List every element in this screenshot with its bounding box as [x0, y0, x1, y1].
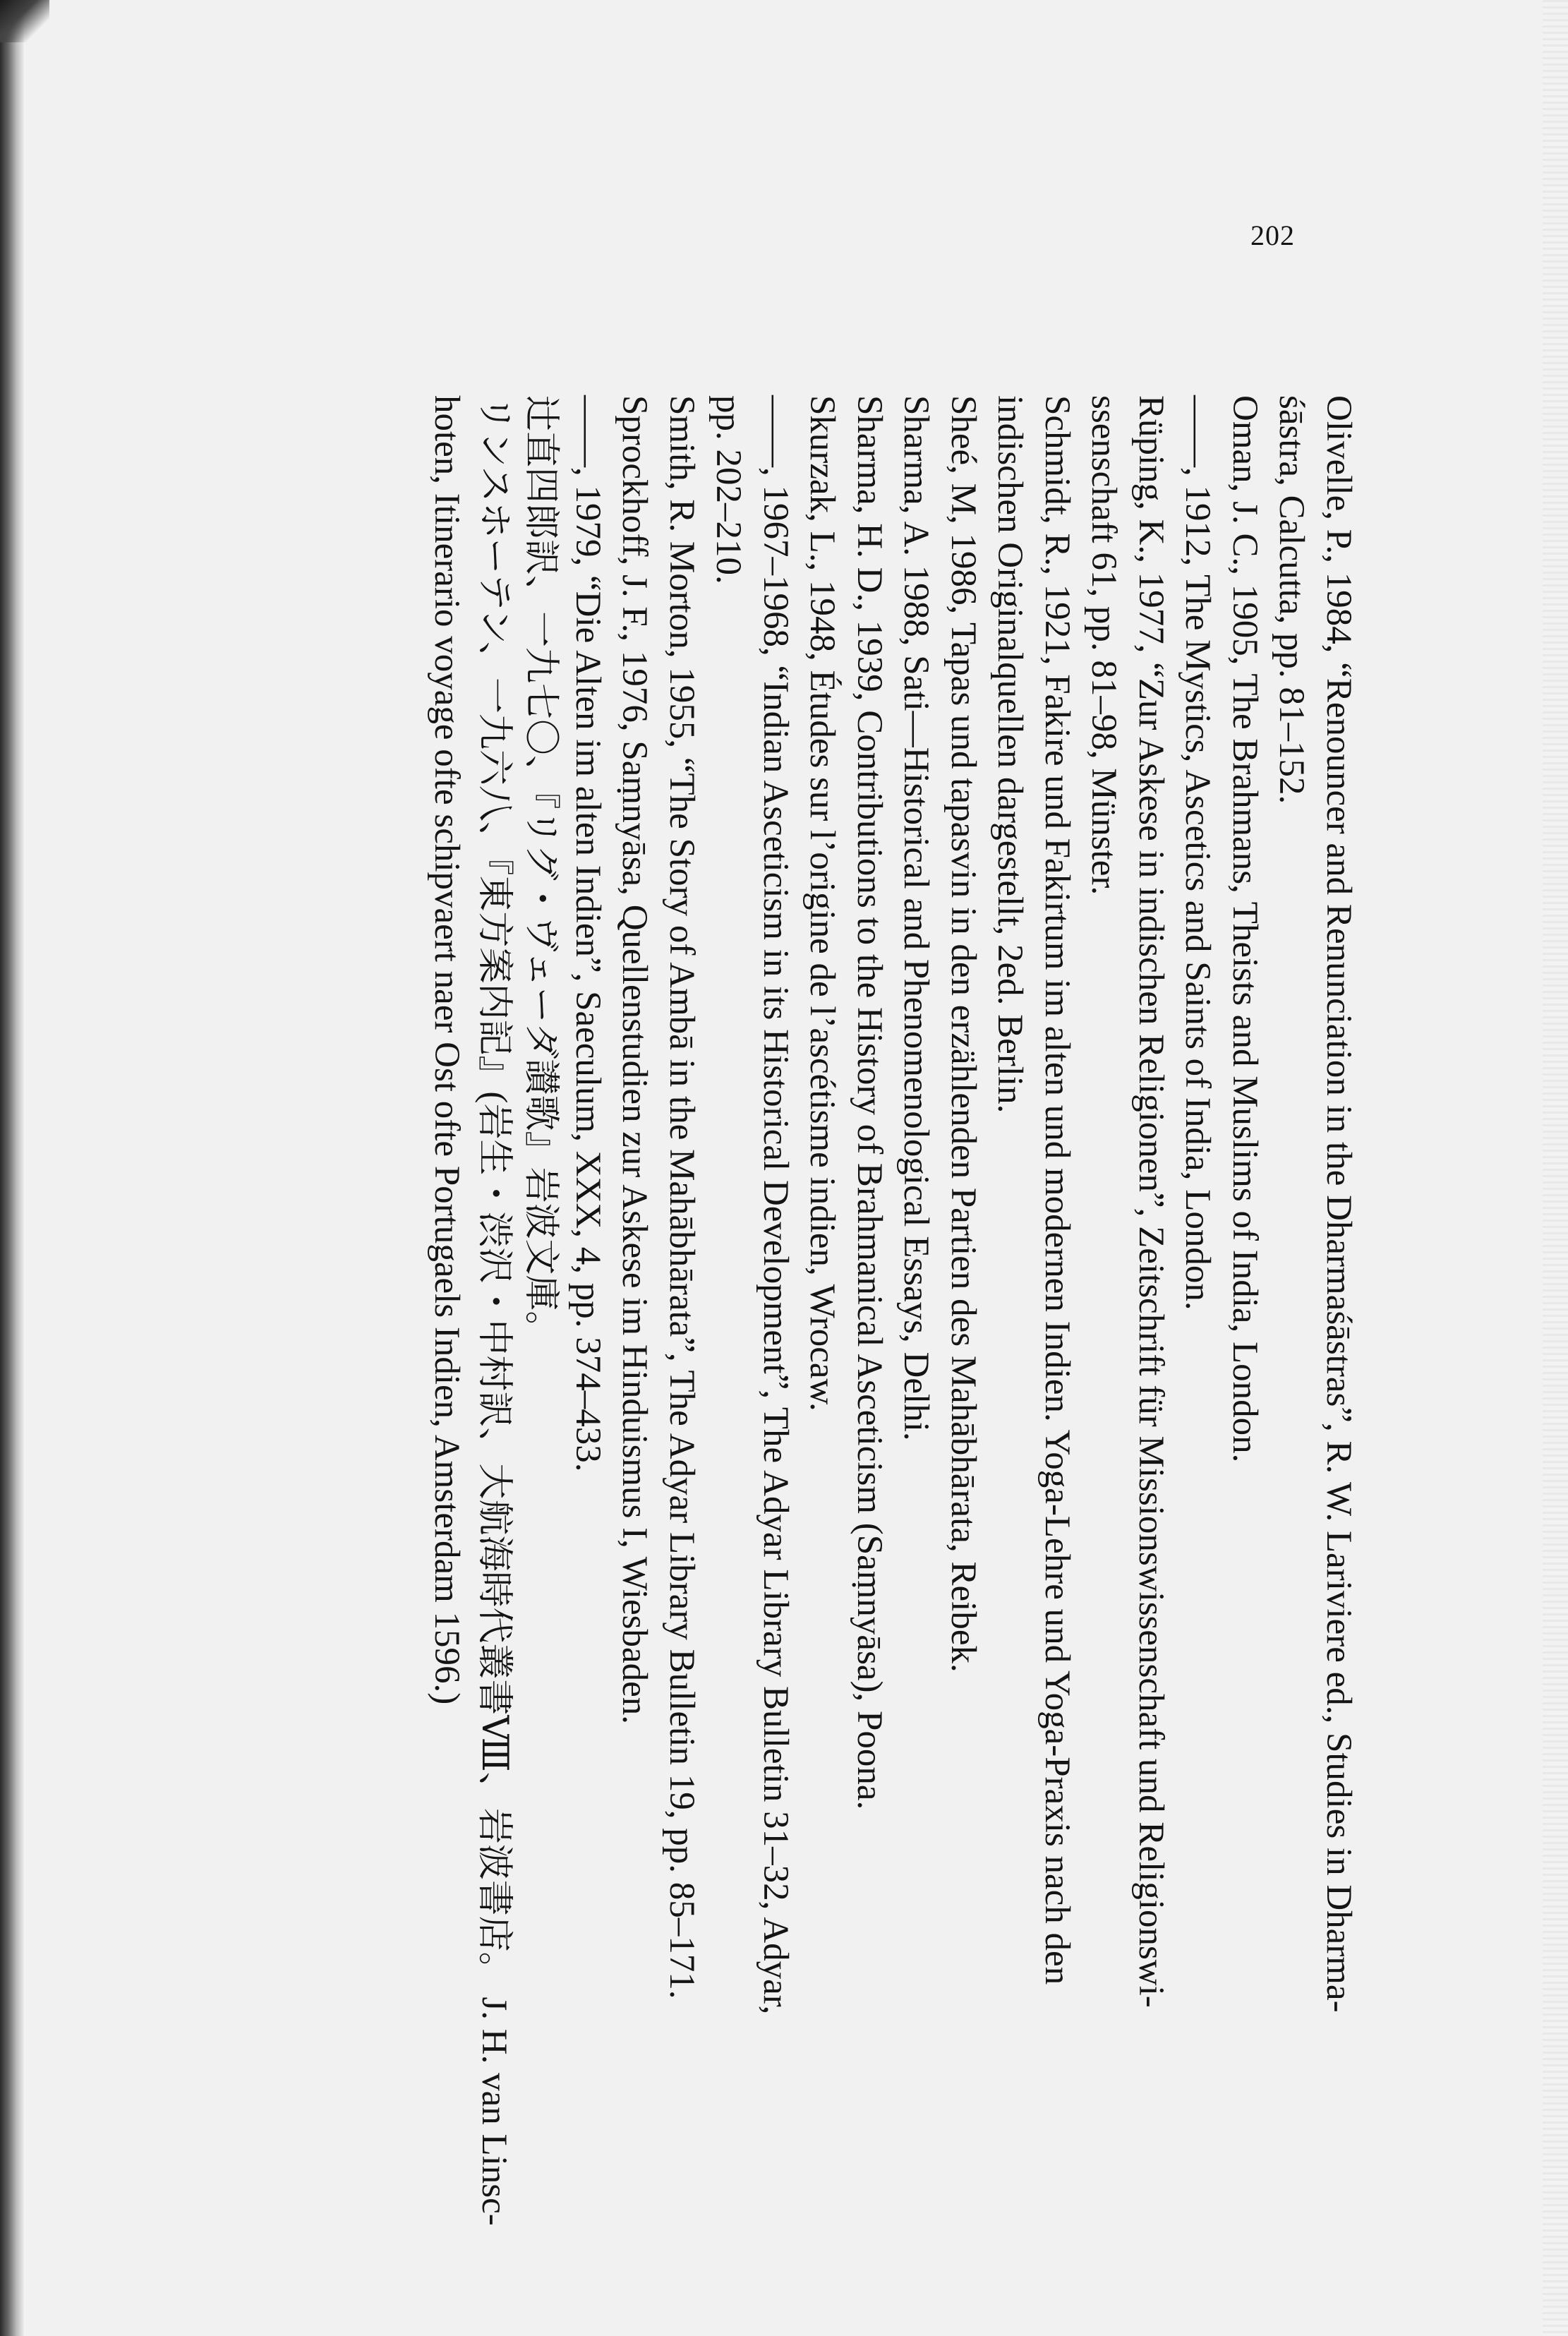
bibliography-line: indischen Originalquellen dargestellt, 2ed. Berlin. — [990, 395, 1030, 1114]
scan-right-margin — [1543, 0, 1568, 2336]
bibliography-line: 辻直四郎訳、一九七〇、『リグ・ヴェーダ讃歌』岩波文庫。 — [521, 395, 561, 1347]
bibliography-line: hoten, Itinerario voyage ofte schipvaert naer Ost ofte Portugaels Indien, Amsterdam 1596.) — [427, 395, 467, 1705]
bibliography-line: śāstra, Calcutta, pp. 81–152. — [1272, 395, 1312, 805]
bibliography-line: Sharma, H. D., 1939, Contributions to the History of Brahmanical Asceticism (Saṃnyāsa), Poona. — [850, 395, 889, 1810]
bibliography-line: Schmidt, R., 1921, Fakire und Fakirtum im alten und modernen Indien. Yoga-Lehre und Yoga-Praxis nach den — [1037, 395, 1077, 1985]
bibliography-line: pp. 202–210. — [708, 395, 749, 584]
bibliography-line: Sprockhoff, J. F., 1976, Saṃnyāsa, Quellenstudien zur Askese im Hinduismus I, Wiesbaden. — [615, 395, 655, 1725]
bibliography-line: ——, 1912, The Mystics, Ascetics and Saints of India, London. — [1178, 395, 1218, 1311]
bibliography-line: Sheé, M, 1986, Tapas und tapasvin in den erzählenden Partien des Mahābhārata, Reibek. — [943, 395, 983, 1673]
bibliography-block — [423, 395, 1362, 2226]
bibliography-line: ssenschaft 61, pp. 81–98, Münster. — [1084, 395, 1124, 896]
scan-corner-shadow — [0, 0, 49, 42]
page-number: 202 — [1250, 219, 1295, 251]
bibliography-line: Skurzak, L., 1948, Études sur l’origine de l’ascétisme indien, Wrocaw. — [802, 395, 843, 1411]
bibliography-line: ——, 1967–1968, “Indian Asceticism in its Historical Development”, The Adyar Library Bulletin 31–32, Adyar, — [756, 395, 795, 2015]
bibliography-line: Oman, J. C., 1905, The Brahmans, Theists and Muslims of India, London. — [1225, 395, 1265, 1463]
bibliography-line: Sharma, A. 1988, Sati—Historical and Phenomenological Essays, Delhi. — [896, 395, 936, 1441]
bibliography-line: リンスホーテン、一九六八、『東方案内記』(岩生・渋沢・中村訳、大航海時代叢書Ⅷ、岩波書店。 J. H. van Linsc- — [474, 395, 514, 2226]
bibliography-line: Smith, R. Morton, 1955, “The Story of Ambā in the Mahābhārata”, The Adyar Library Bulletin 19, pp. 85–171. — [662, 395, 701, 1999]
bibliography-line: ——, 1979, “Die Alten im alten Indien”, Saeculum, XXX, 4, pp. 374–433. — [568, 395, 608, 1472]
bibliography-line: Rüping, K., 1977, “Zur Askese in indischen Religionen”, Zeitschrift für Missionswissenschaft und Religionswi- — [1131, 395, 1171, 2008]
scan-edge-shadow — [0, 0, 24, 2336]
bibliography-line: Olivelle, P., 1984, “Renouncer and Renunciation in the Dharmaśāstras”, R. W. Lariviere ed., Studies in Dharma- — [1319, 395, 1358, 2013]
